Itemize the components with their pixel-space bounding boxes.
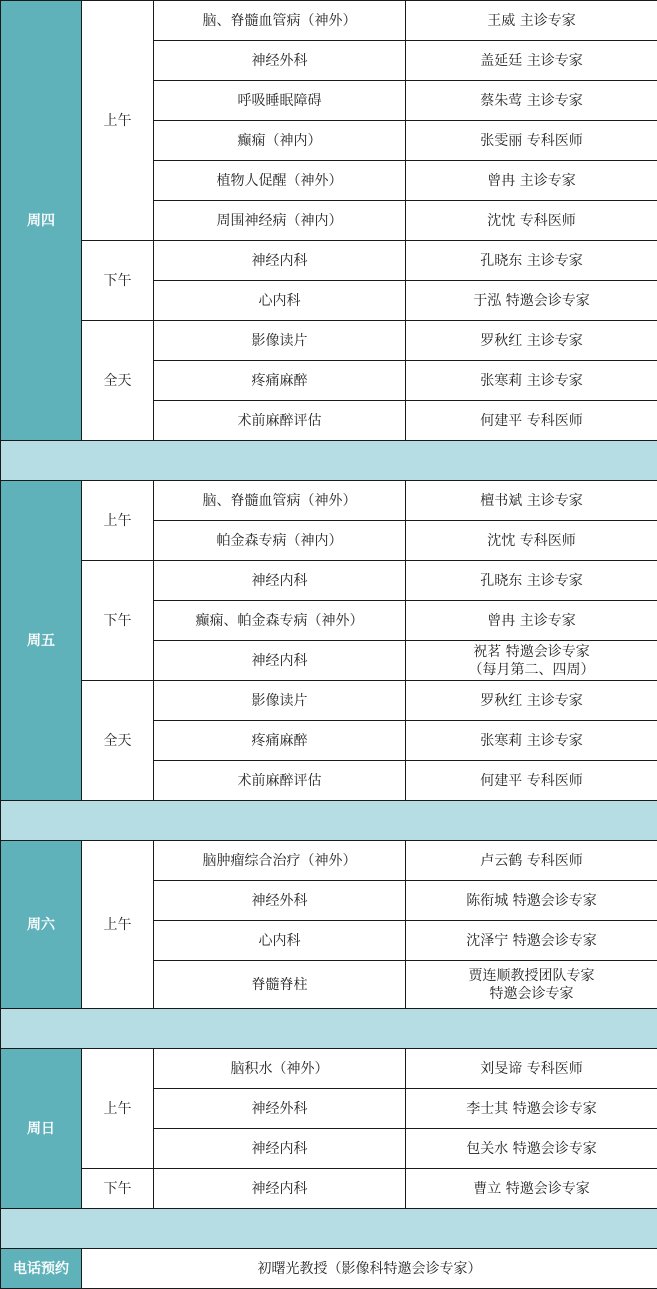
doctor-cell: 盖延廷 主诊专家 <box>406 41 657 81</box>
doctor-cell: 张寒莉 主诊专家 <box>406 361 657 401</box>
doctor-cell: 李士其 特邀会诊专家 <box>406 1089 657 1129</box>
department-cell: 神经外科 <box>154 1089 406 1129</box>
department-cell: 心内科 <box>154 921 406 961</box>
period-label: 下午 <box>82 241 154 321</box>
day-label-friday: 周五 <box>1 481 82 801</box>
department-cell: 影像读片 <box>154 681 406 721</box>
department-cell: 脊髓脊柱 <box>154 961 406 1009</box>
table-row <box>1 681 657 721</box>
department-cell: 帕金森专病（神内） <box>154 521 406 561</box>
department-cell: 神经内科 <box>154 1129 406 1169</box>
doctor-cell: 罗秋红 主诊专家 <box>406 321 657 361</box>
doctor-cell: 何建平 专科医师 <box>406 401 657 441</box>
table-row <box>1 241 657 281</box>
department-cell: 脑、脊髓血管病（神外） <box>154 481 406 521</box>
doctor-cell: 罗秋红 主诊专家 <box>406 681 657 721</box>
department-cell: 影像读片 <box>154 321 406 361</box>
doctor-cell: 包关水 特邀会诊专家 <box>406 1129 657 1169</box>
doctor-cell <box>406 641 657 681</box>
table-row <box>1 1249 657 1289</box>
phone-booking-content: 初曙光教授（影像科特邀会诊专家） <box>82 1249 657 1289</box>
period-label: 上午 <box>82 841 154 1009</box>
separator-row <box>1 441 657 481</box>
table-row <box>1 1049 657 1089</box>
doctor-note: （每月第二、四周） <box>468 661 595 678</box>
doctor-cell: 于泓 特邀会诊专家 <box>406 281 657 321</box>
department-cell: 脑肿瘤综合治疗（神外） <box>154 841 406 881</box>
doctor-cell: 沈忱 专科医师 <box>406 201 657 241</box>
table-row <box>1 841 657 881</box>
doctor-cell: 曹立 特邀会诊专家 <box>406 1169 657 1209</box>
department-cell: 癫痫（神内） <box>154 121 406 161</box>
doctor-cell: 何建平 专科医师 <box>406 761 657 801</box>
period-label: 下午 <box>82 561 154 681</box>
table-row <box>1 1169 657 1209</box>
day-label-saturday: 周六 <box>1 841 82 1009</box>
section-divider <box>1 801 657 841</box>
department-cell: 植物人促醒（神外） <box>154 161 406 201</box>
department-cell: 神经内科 <box>154 641 406 681</box>
department-cell: 神经内科 <box>154 241 406 281</box>
doctor-cell: 孔晓东 主诊专家 <box>406 241 657 281</box>
day-label-thursday: 周四 <box>1 1 82 441</box>
doctor-note: 特邀会诊专家 <box>489 985 574 1002</box>
period-label: 全天 <box>82 321 154 441</box>
department-cell: 疼痛麻醉 <box>154 361 406 401</box>
department-cell: 呼吸睡眠障碍 <box>154 81 406 121</box>
doctor-cell: 卢云鹤 专科医师 <box>406 841 657 881</box>
doctor-cell: 刘旻谛 专科医师 <box>406 1049 657 1089</box>
section-divider <box>1 441 657 481</box>
department-cell: 心内科 <box>154 281 406 321</box>
period-label: 上午 <box>82 1 154 241</box>
department-cell: 脑积水（神外） <box>154 1049 406 1089</box>
doctor-cell: 蔡朱莺 主诊专家 <box>406 81 657 121</box>
table-row <box>1 321 657 361</box>
section-divider <box>1 1009 657 1049</box>
day-label-sunday: 周日 <box>1 1049 82 1209</box>
doctor-name: 祝茗 特邀会诊专家 <box>473 643 590 660</box>
separator-row <box>1 801 657 841</box>
department-cell: 神经外科 <box>154 881 406 921</box>
table-row <box>1 481 657 521</box>
department-cell: 术前麻醉评估 <box>154 401 406 441</box>
period-label: 全天 <box>82 681 154 801</box>
doctor-cell: 曾冉 主诊专家 <box>406 601 657 641</box>
doctor-cell: 孔晓东 主诊专家 <box>406 561 657 601</box>
department-cell: 疼痛麻醉 <box>154 721 406 761</box>
table-row <box>1 1 657 41</box>
separator-row <box>1 1209 657 1249</box>
doctor-cell: 沈忱 专科医师 <box>406 521 657 561</box>
department-cell: 神经内科 <box>154 1169 406 1209</box>
separator-row <box>1 1009 657 1049</box>
doctor-cell: 沈泽宁 特邀会诊专家 <box>406 921 657 961</box>
doctor-name: 贾连顺教授团队专家 <box>468 967 595 984</box>
department-cell: 癫痫、帕金森专病（神外） <box>154 601 406 641</box>
doctor-cell <box>406 961 657 1009</box>
phone-booking-label: 电话预约 <box>1 1249 82 1289</box>
doctor-cell: 曾冉 主诊专家 <box>406 161 657 201</box>
period-label: 上午 <box>82 1049 154 1169</box>
doctor-cell: 张雯丽 专科医师 <box>406 121 657 161</box>
department-cell: 神经外科 <box>154 41 406 81</box>
department-cell: 周围神经病（神内） <box>154 201 406 241</box>
doctor-cell: 张寒莉 主诊专家 <box>406 721 657 761</box>
department-cell: 术前麻醉评估 <box>154 761 406 801</box>
section-divider <box>1 1209 657 1249</box>
department-cell: 脑、脊髓血管病（神外） <box>154 1 406 41</box>
doctor-cell: 陈衔城 特邀会诊专家 <box>406 881 657 921</box>
period-label: 上午 <box>82 481 154 561</box>
period-label: 下午 <box>82 1169 154 1209</box>
table-row <box>1 561 657 601</box>
department-cell: 神经内科 <box>154 561 406 601</box>
doctor-cell: 王威 主诊专家 <box>406 1 657 41</box>
doctor-cell: 檀书斌 主诊专家 <box>406 481 657 521</box>
